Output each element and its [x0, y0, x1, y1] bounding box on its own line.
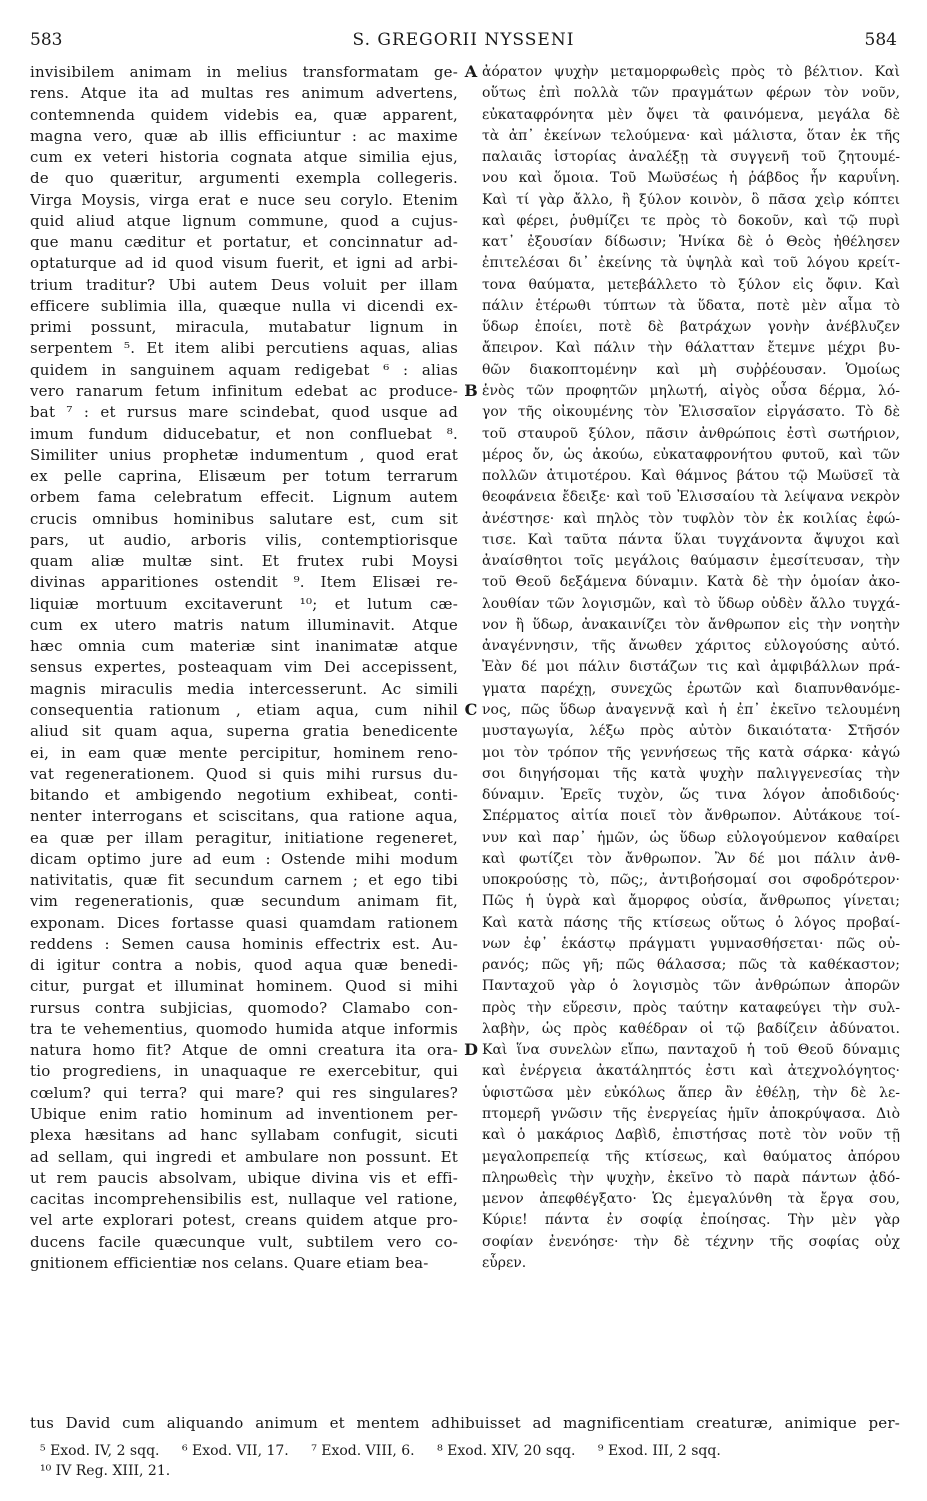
greek-text-line: θεοφάνεια ἔδειξε· καὶ τοῦ Ἐλισσαίου τὰ λείψανα νεκρὸν [482, 489, 900, 506]
latin-text-line: tra te vehementius, quomodo humida atque informis [30, 1019, 458, 1038]
latin-text-line: cacitas incomprehensibilis est, nullaque vel ratione, [30, 1190, 458, 1209]
latin-text-line: ex pelle caprina, Elisæum per totum terrarum [30, 467, 458, 486]
latin-text-line: contemnenda quidem videbis ea, quæ apparent, [30, 105, 458, 124]
greek-text-line: μυσταγωγία, λέξω πρὸς αὐτὸν δικαιότατα· Στῆσόν [482, 723, 900, 740]
greek-text-line: πτομερῆ γνῶσιν τῆς ἐνεργείας ἡμῖν ἀποκρύψασα. Διὸ [482, 1106, 900, 1123]
latin-text-line: sensus expertes, posteaquam vim Dei accepissent, [30, 658, 458, 677]
latin-text-line: aliud sit quam aqua, superna gratia benedicente [30, 722, 458, 741]
latin-text-line: orbem fama celebratum effecit. Lignum autem [30, 488, 458, 507]
greek-text-line: πληρωθεὶς τὴν ψυχὴν, ἐκεῖνο τὸ παρὰ πάντων ᾀδό- [482, 1169, 900, 1186]
greek-text-line: γματα παρέχῃ, συνεχῶς ἐρωτῶν καὶ διαπυνθανόμε- [482, 680, 900, 697]
page-number-right: 584 [864, 30, 897, 50]
footnote-6: ⁶ Exod. VII, 17. [181, 1443, 289, 1459]
latin-text-line: magna vero, quæ ab illis efficiuntur : ac maxime [30, 126, 458, 145]
greek-text-line: ἐπιτελέσαι δι᾽ ἐκείνης τὰ ὑψηλὰ καὶ τοῦ λόγου κρείτ- [482, 255, 900, 272]
greek-text-line: πρὸς τὴν εὕρεσιν, πρὸς ταύτην καταφεύγει τὴν συλ- [482, 999, 900, 1016]
margin-marker-c: C [464, 700, 478, 719]
greek-text-line: θῶν διακοπτομένην καὶ μὴ συῤῥέουσαν. Ὁμοίως [482, 361, 900, 378]
greek-text-line: οὕτως ἐπὶ πολλὰ τῶν πραγμάτων φέρων τὸν νοῦν, [482, 85, 900, 102]
greek-text-line: Ἐὰν δέ μοι πάλιν διστάζων τις καὶ ἀμφιβάλλων πρά- [482, 659, 900, 676]
footnote-8: ⁸ Exod. XIV, 20 sqq. [437, 1443, 576, 1459]
greek-text-line: τὰ ἀπ᾽ ἐκείνων τελούμενα· καὶ μάλιστα, ὅταν ἐκ τῆς [482, 127, 900, 144]
footnote-9: ⁹ Exod. III, 2 sqq. [597, 1443, 721, 1459]
greek-text-line: εὐκαταφρόνητα μὲν ὄψει τὰ φαινόμενα, μεγάλα δὲ [482, 106, 900, 123]
greek-column [482, 62, 900, 1274]
greek-text-line: ἀόρατον ψυχὴν μεταμορφωθεὶς πρὸς τὸ βέλτιον. Καὶ [482, 64, 900, 80]
greek-text-line: νον ἢ ὕδωρ, ἀνακαινίζει τὸν ἄνθρωπον εἰς τὴν νοητὴν [482, 616, 900, 633]
latin-text-line: cum ex veteri historia cognata atque similia ejus, [30, 148, 458, 167]
latin-text-line: natura homo fit? Atque de omni creatura ita ora- [30, 1041, 458, 1060]
greek-text-line: Καὶ ἵνα συνελὼν εἴπω, πανταχοῦ ἡ τοῦ Θεοῦ δύναμις [482, 1042, 900, 1059]
greek-text-line: ἀναγέννησιν, τῆς ἄνωθεν χάριτος εὐλογούσης αὐτό. [482, 638, 900, 655]
margin-marker-d: D [464, 1040, 478, 1059]
latin-text-line: de quo quæritur, argumenti exempla collegeris. [30, 169, 458, 188]
latin-text-line: hæc omnia cum materiæ sint inanimatæ atque [30, 637, 458, 656]
latin-text-line: que manu cæditur et portatur, et concinnatur ad- [30, 233, 458, 252]
latin-text-line: divinas apparitiones ostendit ⁹. Item Elisæi re- [30, 573, 458, 592]
latin-text-line: exponam. Dices fortasse quasi quamdam rationem [30, 913, 458, 932]
latin-text-line: cœlum? qui terra? qui mare? qui res singulares? [30, 1083, 458, 1102]
footnote-rule [30, 1438, 900, 1439]
latin-text-line: bitando et ambigendo negotium exhibeat, conti- [30, 786, 458, 805]
greek-text-line: γον τῆς οἰκουμένης τὸν Ἐλισσαῖον εἰργάσατο. Τὸ δὲ [482, 404, 900, 421]
latin-text-line: liquiæ mortuum excitaverunt ¹⁰; et lutum cæ- [30, 594, 458, 613]
greek-text-line: πάλιν ἑτέρωθι τύπτων τὰ ὕδατα, ποτὲ μὲν αἷμα τὸ [482, 297, 900, 314]
latin-text-line: serpentem ⁵. Et item alibi percutiens aquas, alias [30, 339, 458, 358]
greek-text-line: παλαιᾶς ἱστορίας ἀναλέξῃ τὰ συγγενῆ τοῦ ζητουμέ- [482, 149, 900, 166]
margin-marker-b: B [464, 381, 478, 400]
latin-text-line: vel arte explorari potest, creans quidem atque pro- [30, 1211, 458, 1230]
greek-text-line: Καὶ τί γὰρ ἄλλο, ἢ ξύλον κοινὸν, ὃ πᾶσα χεὶρ κόπτει [482, 191, 900, 208]
latin-text-line: ducens facile quæcunque vult, subtilem vero co- [30, 1232, 458, 1251]
greek-text-line: καὶ ἐνέργεια ἀκατάληπτός ἐστι καὶ ἀτεχνολόγητος· [482, 1063, 900, 1080]
greek-text-line: ὑφιστῶσα μὲν εὐκόλως ἅπερ ἂν ἐθέλῃ, τὴν δὲ λε- [482, 1084, 900, 1101]
greek-text-line: λουθίαν τῶν λογισμῶν, καὶ τὸ ὕδωρ οὐδὲν ἄλλο τυγχά- [482, 595, 900, 612]
page-header [30, 30, 897, 56]
latin-text-line: imum fundum diducebatur, et non confluebat ⁸. [30, 424, 458, 443]
greek-text-line: νος, πῶς ὕδωρ ἀναγεννᾷ καὶ ἡ ἐπ᾽ ἐκεῖνο τελουμένη [482, 701, 900, 718]
full-width-line: tus David cum aliquando animum et mentem adhibuisset ad magnificentiam creaturæ, animique per- [30, 1414, 900, 1432]
greek-text-line: Πῶς ἡ ὑγρὰ καὶ ἄμορφος οὐσία, ἄνθρωπος γίνεται; [482, 893, 900, 910]
latin-text-line: tio progrediens, in unaquaque re exercebitur, qui [30, 1062, 458, 1081]
greek-text-line: πολλῶν ἀτιμοτέρου. Καὶ θάμνος βάτου τῷ Μωϋσεῖ τὰ [482, 468, 900, 485]
latin-text-line: vim regenerationis, quæ secundum animam fit, [30, 892, 458, 911]
greek-text-line: υποκρούσῃς τὸ, πῶς;, ἀντιβοήσομαί σοι σφοδρότερον· [482, 872, 900, 889]
greek-text-line: Σπέρματος αἰτία ποιεῖ τὸν ἄνθρωπον. Αὐτάκουε τοί- [482, 808, 900, 825]
greek-text-line: σοι διηγήσομαι τῆς κατὰ ψυχὴν παλιγγενεσίας τὴν [482, 765, 900, 782]
latin-text-line: nativitatis, quæ fit secundum carnem ; et ego tibi [30, 871, 458, 890]
latin-text-line: di igitur contra a nobis, quod aqua quæ benedi- [30, 956, 458, 975]
latin-text-line: pars, ut audio, arboris vilis, contemptiorisque [30, 530, 458, 549]
greek-text-line: καὶ ὁ μακάριος Δαβὶδ, ἐπιστήσας ποτὲ τὸν νοῦν τῇ [482, 1127, 900, 1144]
latin-text-line: dicam optimo jure ad eum : Ostende mihi modum [30, 849, 458, 868]
greek-text-line: νων ἐφ᾽ ἑκάστῳ πράγματι γυμνασθήσεται· πῶς οὐ- [482, 935, 900, 952]
latin-text-line: cum ex utero matris natum illuminavit. Atque [30, 615, 458, 634]
greek-text-line: Καὶ κατὰ πάσης τῆς κτίσεως οὕτως ὁ λόγος προβαί- [482, 914, 900, 931]
latin-text-line: ut rem paucis absolvam, ubique divina vis et effi- [30, 1168, 458, 1187]
latin-text-line: ei, in eam quæ mente percipitur, hominem reno- [30, 743, 458, 762]
latin-text-line: citur, purgat et illuminat hominem. Quod si mihi [30, 977, 458, 996]
greek-text-line: ἀνέστησε· καὶ πηλὸς τὸν τυφλὸν τὸν ἐκ κοιλίας ἐφώ- [482, 510, 900, 527]
greek-text-line: νου καὶ ὅμοια. Τοῦ Μωϋσέως ἡ ῥάβδος ἦν καρυΐνη. [482, 170, 900, 187]
greek-text-line: δύναμιν. Ἐρεῖς τυχὸν, ὥς τινα λόγον ἀποδιδούς· [482, 787, 900, 804]
greek-text-line: ὕδωρ ἐποίει, ποτὲ δὲ βατράχων γονὴν ἀνέβλυζεν [482, 319, 900, 336]
latin-text-line: crucis omnibus hominibus salutare est, cum sit [30, 509, 458, 528]
greek-text-line: τισε. Καὶ ταῦτα πάντα ὕλαι τυγχάνοντα ἄψυχοι καὶ [482, 531, 900, 548]
latin-text-line: trium traditur? Ubi autem Deus voluit per illam [30, 275, 458, 294]
greek-text-line: τοῦ Θεοῦ δεξάμενα δύναμιν. Κατὰ δὲ τὴν ὁμοίαν ἀκο- [482, 574, 900, 591]
latin-text-line: vat regenerationem. Quod si quis mihi rursus du- [30, 764, 458, 783]
greek-text-line: τονα θαύματα, μετεβάλλετο τὸ ξύλον εἰς ὄφιν. Καὶ [482, 276, 900, 293]
latin-text-line: quam aliæ multæ sint. Et frutex rubi Moysi [30, 552, 458, 571]
latin-text-line: quidem in sanguinem aquam redigebat ⁶ : alias [30, 360, 458, 379]
latin-text-line: consequentia rationum , etiam aqua, cum nihil [30, 700, 458, 719]
latin-text-line: ad sellam, qui ingredi et ambulare non possunt. Et [30, 1147, 458, 1166]
greek-text-line: τοῦ σταυροῦ ξύλον, πᾶσιν ἀνθρώποις ἐστὶ σωτήριον, [482, 425, 900, 442]
margin-marker-a: A [464, 62, 478, 81]
latin-text-line: Similiter unius prophetæ indumentum , quod erat [30, 445, 458, 464]
latin-text-line: magnis miraculis media intercesserunt. Ac simili [30, 679, 458, 698]
latin-text-line: quid aliud atque lignum commune, quod a cujus- [30, 211, 458, 230]
latin-text-line: gnitionem efficientiæ nos celans. Quare etiam bea- [30, 1253, 429, 1272]
latin-text-line: bat ⁷ : et rursus mare scindebat, quod usque ad [30, 403, 458, 422]
latin-text-line: efficere sublimia illa, quæque nulla vi dicendi ex- [30, 296, 458, 315]
greek-text-line: ἄπειρον. Καὶ πάλιν τὴν θάλατταν ἔτεμνε μέχρι βυ- [482, 340, 900, 357]
greek-text-line: ἑνὸς τῶν προφητῶν μηλωτή, αἰγὸς οὖσα δέρμα, λό- [482, 382, 900, 399]
greek-text-line: καὶ φέρει, ῥυθμίζει τε πρὸς τὸ δοκοῦν, καὶ τῷ πυρὶ [482, 212, 900, 229]
latin-text-line: Virga Moysis, virga erat e nuce seu corylo. Etenim [30, 190, 458, 209]
latin-text-line: rursus contra subjicias, quomodo? Clamabo con- [30, 998, 458, 1017]
footnotes-line-1 [40, 1442, 900, 1460]
latin-text-line: reddens : Semen causa hominis effectrix est. Au- [30, 934, 458, 953]
latin-text-line: invisibilem animam in melius transformatam ge- [30, 63, 458, 81]
latin-text-line: vero ranarum fetum infinitum edebat ac produce- [30, 381, 458, 400]
greek-text-line: λαβὴν, ὡς πρὸς καθέδραν οἱ τῷ βαδίζειν ἀδύνατοι. [482, 1020, 900, 1037]
footnotes-line-2 [40, 1462, 900, 1480]
greek-text-line: σοφίαν ἐνενόησε· τὴν δὲ τέχνην τῆς σοφίας οὐχ [482, 1233, 900, 1250]
latin-text-line: Ubique enim ratio hominum ad inventionem per- [30, 1105, 458, 1124]
latin-text-line: ea quæ per illam peragitur, initiatione regeneret, [30, 828, 458, 847]
greek-text-line: καὶ φωτίζει τὸν ἄνθρωπον. Ἂν δέ μοι πάλιν ἀνθ- [482, 850, 900, 867]
page-number-left: 583 [30, 30, 63, 50]
greek-text-line: κατ᾽ ἐξουσίαν δίδωσιν; Ἡνίκα δὲ ὁ Θεὸς ἠθέλησεν [482, 234, 900, 251]
greek-text-line: Πανταχοῦ γὰρ ὁ λογισμὸς τῶν ἀνθρώπων ἀπορῶν [482, 978, 900, 995]
greek-text-line: μενον ἀπεφθέγξατο· Ὡς ἐμεγαλύνθη τὰ ἔργα σου, [482, 1191, 900, 1208]
greek-text-line: ἀναίσθητοι τοῖς μεγάλοις θαύμασιν ἐμεσίτευσαν, τὴν [482, 553, 900, 570]
footnote-10: ¹⁰ IV Reg. XIII, 21. [40, 1463, 171, 1479]
latin-text-line: optaturque ad id quod visum fuerit, et igni ad arbi- [30, 254, 458, 273]
latin-column [30, 62, 458, 1274]
greek-text-line: εὗρεν. [482, 1254, 527, 1271]
greek-text-line: νυν καὶ παρ᾽ ἡμῶν, ὡς ὕδωρ εὐλογούμενον καθαίρει [482, 829, 900, 846]
latin-text-line: primi possunt, miracula, mutabatur lignum in [30, 318, 458, 337]
latin-text-line: plexa hæsitans ad hanc syllabam confugit, sicuti [30, 1126, 458, 1145]
greek-text-line: μέρος ὄν, ὡς ἀκούω, εὐκαταφρονήτου φυτοῦ, καὶ τῶν [482, 446, 900, 463]
running-title: S. GREGORII NYSSENI [352, 30, 575, 50]
greek-text-line: ρανός; πῶς γῆ; πῶς θάλασσα; πῶς τὰ καθέκαστον; [482, 957, 900, 974]
latin-text-line: rens. Atque ita ad multas res animum advertens, [30, 84, 458, 103]
footnote-7: ⁷ Exod. VIII, 6. [311, 1443, 415, 1459]
footnote-5: ⁵ Exod. IV, 2 sqq. [40, 1443, 160, 1459]
greek-text-line: μεγαλοπρεπείᾳ τῆς κτίσεως, καὶ θαύματος ἀπόρου [482, 1148, 900, 1165]
latin-text-line: nenter interrogans et sciscitans, qua ratione aqua, [30, 807, 458, 826]
greek-text-line: Κύριε! πάντα ἐν σοφίᾳ ἐποίησας. Τὴν μὲν γὰρ [482, 1212, 900, 1229]
greek-text-line: μοι τὸν τρόπον τῆς γεννήσεως τῆς κατὰ σάρκα· κἀγώ [482, 744, 900, 761]
